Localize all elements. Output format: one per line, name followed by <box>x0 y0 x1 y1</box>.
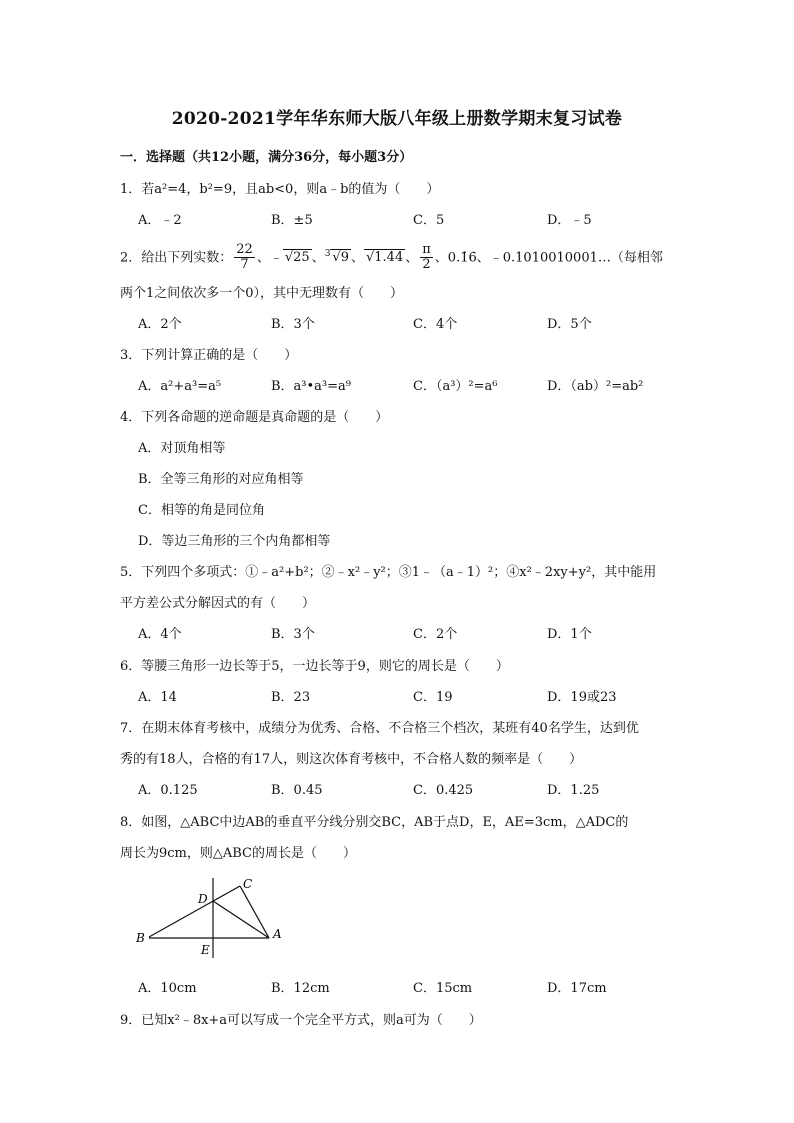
option-a[interactable]: A．0.125 <box>138 783 198 798</box>
option-b[interactable]: B．0.45 <box>271 783 323 798</box>
option-b[interactable]: B．a³•a³=a⁹ <box>271 379 351 394</box>
option-c[interactable]: C．5 <box>413 213 445 228</box>
question-7-options <box>138 779 638 799</box>
option-d[interactable]: D．等边三角形的三个内角都相等 <box>138 534 331 549</box>
option-c[interactable]: C．0.425 <box>413 783 474 798</box>
option-d[interactable]: D．1.25 <box>547 783 600 798</box>
segment-da <box>213 901 269 938</box>
option-d[interactable]: D．19或23 <box>547 690 617 705</box>
fraction-pi-2: $\frac{\pi}{2}$ <box>422 242 431 273</box>
question-3-stem: 3．下列计算正确的是（ ） <box>120 348 298 363</box>
option-d[interactable]: D．﹣5 <box>547 213 592 228</box>
option-c[interactable]: C．相等的角是同位角 <box>138 503 265 518</box>
label-b: B <box>136 931 145 945</box>
label-a: A <box>273 927 282 941</box>
option-d[interactable]: D．1个 <box>547 627 592 642</box>
question-7-stem: 7．在期末体育考核中，成绩分为优秀、合格、不合格三个档次，某班有40名学生，达到优 <box>120 721 639 736</box>
question-6-stem: 6．等腰三角形一边长等于5，一边长等于9，则它的周长是（ ） <box>120 659 509 674</box>
segment-ca <box>240 886 269 938</box>
section-heading: 一．选择题（共12小题，满分36分，每小题3分） <box>120 150 413 165</box>
question-7-line2: 秀的有18人，合格的有17人，则这次体育考核中，不合格人数的频率是（ ） <box>120 752 583 767</box>
option-c[interactable]: C．（a³）²=a⁶ <box>413 379 498 394</box>
fraction-22-7: $\frac{22}{7}$ <box>236 242 253 273</box>
option-d[interactable]: D．5个 <box>547 317 592 332</box>
label-c: C <box>243 877 253 891</box>
option-a[interactable]: A．4个 <box>138 627 182 642</box>
option-a[interactable]: A．a²+a³=a⁵ <box>138 379 222 394</box>
option-a[interactable]: A．﹣2 <box>138 213 182 228</box>
option-b[interactable]: B．3个 <box>271 627 315 642</box>
label-d: D <box>198 892 208 906</box>
option-b[interactable]: B．12cm <box>271 981 330 996</box>
option-a[interactable]: A．2个 <box>138 317 182 332</box>
page-title: 2020-2021学年华东师大版八年级上册数学期末复习试卷 <box>171 109 623 129</box>
question-2-stem: 2．给出下列实数： $\frac{22}{7}$ 、﹣ √25 、$^3$ √9 、 √1.44 、 $\frac{\pi}{2}$ 、0.1̇6̇、﹣0.1010010001…（每相邻 <box>120 242 663 273</box>
option-c[interactable]: C．19 <box>413 690 453 705</box>
question-8-options <box>138 977 638 997</box>
option-a[interactable]: A．对顶角相等 <box>138 441 226 456</box>
option-a[interactable]: A．10cm <box>138 981 197 996</box>
question-5-line2: 平方差公式分解因式的有（ ） <box>120 596 316 611</box>
question-3-options <box>138 375 644 395</box>
question-5-options <box>138 623 638 643</box>
question-2-lead: 2．给出下列实数： <box>120 250 233 266</box>
question-1-stem: 1．若a²=4，b²=9，且ab<0，则a﹣b的值为（ ） <box>120 182 440 197</box>
option-a[interactable]: A．14 <box>138 690 177 705</box>
question-4-stem: 4．下列各命题的逆命题是真命题的是（ ） <box>120 410 389 425</box>
option-c[interactable]: C．4个 <box>413 317 458 332</box>
option-b[interactable]: B．±5 <box>271 213 313 228</box>
option-b[interactable]: B．3个 <box>271 317 315 332</box>
label-e: E <box>201 943 210 957</box>
option-d[interactable]: D．（ab）²=ab² <box>547 379 644 394</box>
option-b[interactable]: B．23 <box>271 690 311 705</box>
segment-bc <box>149 886 240 937</box>
question-8-stem: 8．如图，△ABC中边AB的垂直平分线分别交BC，AB于点D，E，AE=3cm，△ADC的 <box>120 815 629 830</box>
question-2-tail: ﹣0.1010010001…（每相邻 <box>489 250 663 266</box>
option-d[interactable]: D．17cm <box>547 981 607 996</box>
option-c[interactable]: C．15cm <box>413 981 473 996</box>
option-c[interactable]: C．2个 <box>413 627 458 642</box>
question-5-stem: 5．下列四个多项式：①﹣a²+b²；②﹣x²﹣y²；③1﹣（a﹣1）²；④x²﹣2xy+y²，其中能用 <box>120 565 657 580</box>
question-2-line2: 两个1之间依次多一个0），其中无理数有（ ） <box>120 286 404 301</box>
question-1-options <box>138 209 638 229</box>
question-8-line2: 周长为9cm，则△ABC的周长是（ ） <box>120 846 357 861</box>
question-9-stem: 9．已知x²﹣8x+a可以写成一个完全平方式，则a可为（ ） <box>120 1013 482 1028</box>
question-2-options <box>138 313 638 333</box>
option-b[interactable]: B．全等三角形的对应角相等 <box>138 472 304 487</box>
question-6-options <box>138 686 638 706</box>
triangle-figure <box>130 872 300 964</box>
